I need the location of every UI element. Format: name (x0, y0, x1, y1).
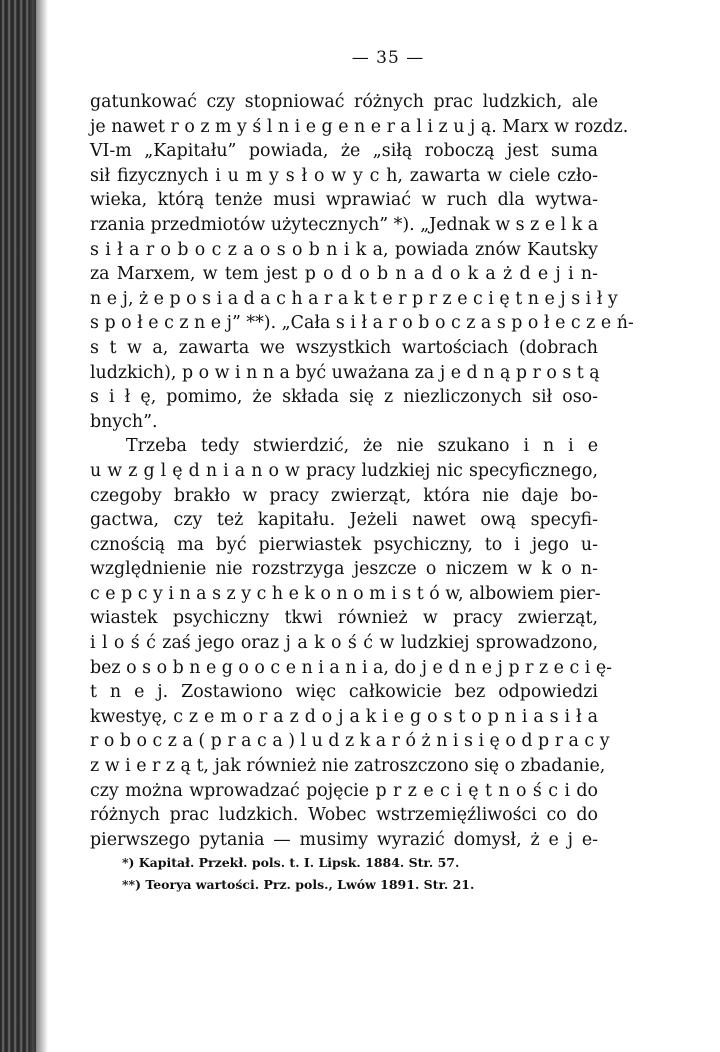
text-line: s p o ł e c z n e j” **). „Cała s i ł a r o b o c z a s p o ł e c z e ń- (90, 313, 634, 334)
text-line: czegoby brakło w pracy zwierząt, która nie daje bo- (90, 485, 598, 506)
text-line: s t w a, zawarta we wszystkich wartościach (dobrach (90, 337, 598, 358)
text-line: różnych prac ludzkich. Wobec wstrzemięźliwości co do (90, 805, 598, 826)
text-line: i l o ś ć zaś jego oraz j a k o ś ć w ludzkiej sprowadzono, (90, 633, 598, 654)
text-line: bez o s o b n e g o o c e n i a n i a, do j e d n e j p r z e c i ę- (90, 657, 613, 678)
text-line: gactwa, czy też kapitału. Jeżeli nawet ową specyfi- (90, 510, 598, 531)
footnotes (122, 852, 592, 896)
text-line: za Marxem, w tem jest p o d o b n a d o k a ż d e j i n- (90, 264, 598, 285)
footnote: *) Kapitał. Przekł. pols. t. I. Lipsk. 1884. Str. 57. (122, 855, 460, 870)
text-line: r o b o c z a ( p r a c a ) l u d z k a r ó ż n i s i ę o d p r a c y (90, 731, 610, 752)
text-line: bnych”. (90, 411, 158, 432)
text-line: c e p c y i n a s z y c h e k o n o m i s t ó w, albowiem pier- (90, 583, 601, 604)
text-line: u w z g l ę d n i a n o w pracy ludzkiej nic specyficznego, (90, 460, 598, 481)
text-line: gatunkować czy stopniować różnych prac ludzkich, ale (90, 92, 598, 112)
text-line: kwestyę, c z e m o r a z d o j a k i e g o s t o p n i a s i ł a (90, 706, 598, 727)
text-line: sił fizycznych i u m y s ł o w y c h, zawarta w ciele czło- (90, 165, 598, 186)
book-spine-fade (30, 0, 48, 1052)
text-line: VI-m „Kapitału” powiada, że „siłą roboczą jest suma (90, 141, 598, 162)
text-line: Trzeba tedy stwierdzić, że nie szukano i n i e (126, 436, 598, 457)
footnote: **) Teorya wartości. Prz. pols., Lwów 1891. Str. 21. (122, 877, 475, 892)
text-line: z w i e r z ą t, jak również nie zatroszczono się o zbadanie, (90, 756, 606, 777)
text-line: pierwszego pytania — musimy wyrazić domysł, ż e j e- (90, 829, 598, 850)
body-text (90, 90, 634, 852)
text-line: je nawet r o z m y ś l n i e g e n e r a l i z u j ą. Marx w rozdz. (90, 116, 629, 137)
text-line: s i ł a r o b o c z a o s o b n i k a, powiada znów Kautsky (90, 239, 598, 260)
text-line: ludzkich), p o w i n n a być uważana za j e d n ą p r o s t ą (90, 362, 600, 383)
text-line: względnienie nie rozstrzyga jeszcze o niczem w k o n- (90, 559, 598, 580)
text-line: rzania przedmiotów użytecznych” *). „Jednak w s z e l k a (90, 214, 599, 235)
text-line: czy można wprowadzać pojęcie p r z e c i ę t n o ś c i do (90, 780, 598, 801)
text-line: cznością ma być pierwiastek psychiczny, to i jego u- (90, 534, 598, 555)
text-line: t n e j. Zostawiono więc całkowicie bez odpowiedzi (90, 682, 598, 703)
text-line: s i ł ę, pomimo, że składa się z niezliczonych sił oso- (90, 387, 598, 408)
text-line: wieka, którą tenże musi wprawiać w ruch dla wytwa- (90, 190, 598, 211)
page-number: — 35 — (351, 48, 425, 68)
text-line: wiastek psychiczny tkwi również w pracy zwierząt, (90, 608, 598, 629)
text-line: n e j, ż e p o s i a d a c h a r a k t e r p r z e c i ę t n e j s i ł y (90, 288, 618, 309)
